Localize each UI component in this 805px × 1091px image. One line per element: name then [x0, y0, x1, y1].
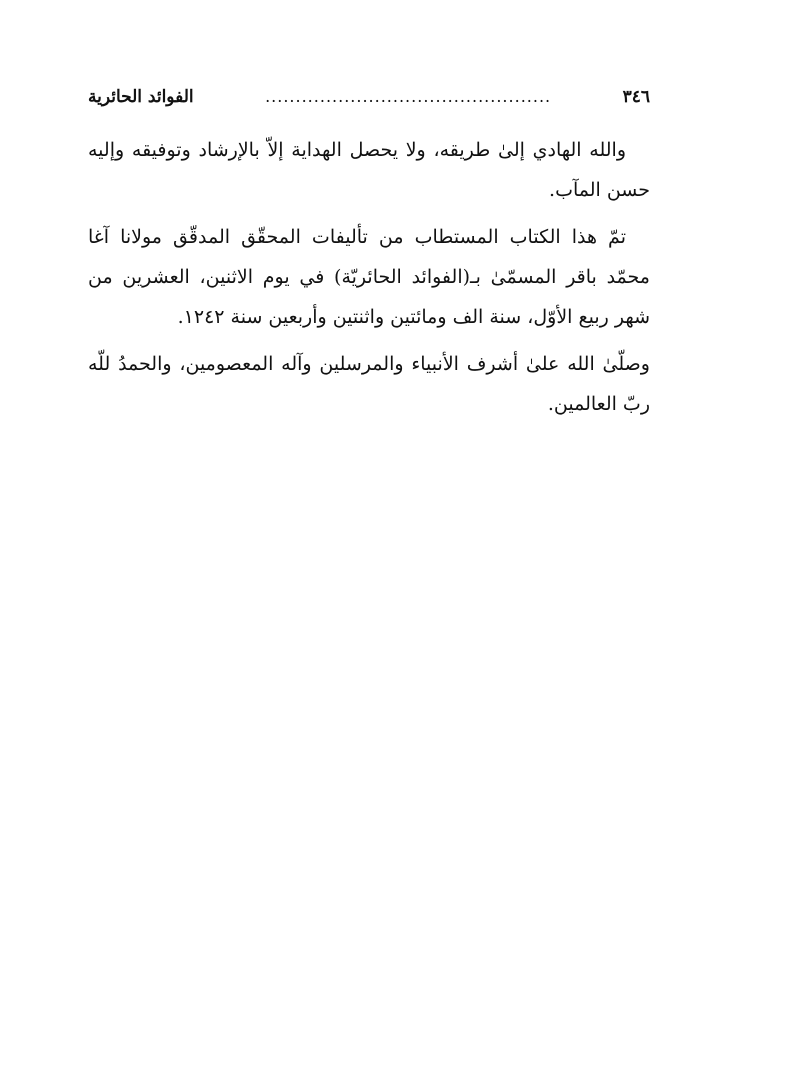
body-text — [88, 130, 650, 424]
document-page — [88, 84, 650, 431]
paragraph-colophon: تمّ هذا الكتاب المستطاب من تأليفات المحقّق المدقّق مولانا آغا محمّد باقر المسمّىٰ بـ(الفوائد الحائريّة) في يوم الاثنين، العشرين من شهر ربيع الأوّل، سنة الف ومائتين واثنتين وأربعين سنة ١٢٤٢. — [88, 226, 650, 328]
running-title: الفوائد الحائرية — [88, 87, 194, 107]
running-header — [88, 84, 650, 110]
page-number: ٣٤٦ — [622, 87, 650, 107]
dot-leader: ............................................... — [265, 87, 552, 106]
paragraph-final-blessing: وصلّىٰ الله علىٰ أشرف الأنبياء والمرسلين وآله المعصومين، والحمدُ للّه ربّ العالمين. — [88, 353, 650, 415]
paragraph-closing-prayer: والله الهادي إلىٰ طريقه، ولا يحصل الهداية إلاّ بالإرشاد وتوفيقه وإليه حسن المآب. — [88, 139, 650, 201]
